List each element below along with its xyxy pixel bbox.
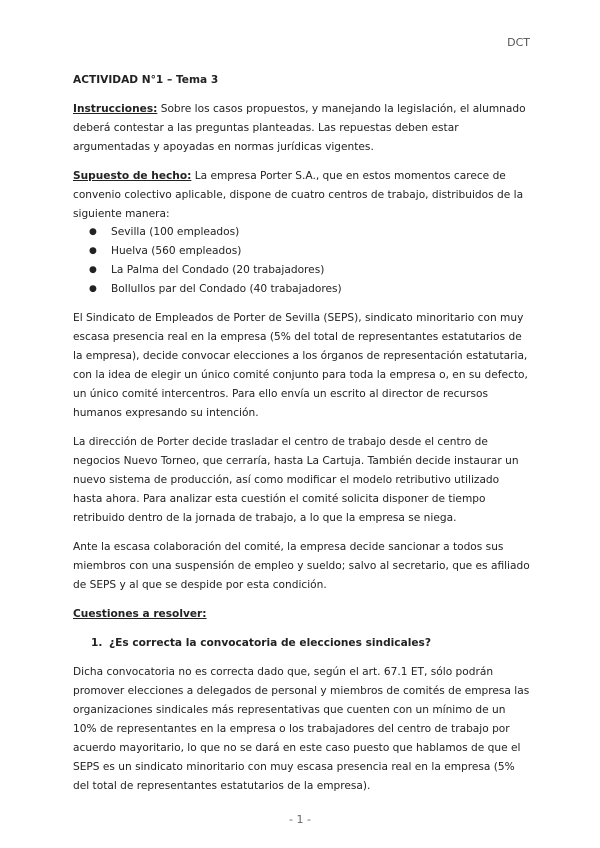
supuesto-paragraph: [73, 167, 531, 224]
supuesto-label: Supuesto de hecho:: [73, 170, 192, 182]
page-number: - 1 -: [289, 813, 311, 826]
answer-1: Dicha convocatoria no es correcta dado que, según el art. 67.1 ET, sólo podrán promover elecciones a delegados de personal y miembros de comités de empresa las organizaciones sindicales más representativas que cuenten con un mínimo de un 10% de representantes en la empresa o los trabajadores del centro de trabajo por acuerdo mayoritario, lo que no se dará en este caso puesto que hablamos de que el SEPS es un sindicato minoritario con muy escasa presencia real en la empresa (5% del total de representantes estatutarios de la empresa).: [73, 666, 530, 792]
header-initials: DCT: [507, 36, 530, 49]
list-item: ● Huelva (560 empleados): [73, 242, 531, 261]
list-item: ● Bollullos par del Condado (40 trabajadores): [73, 280, 531, 299]
centros-list: [73, 223, 531, 299]
question-text: ¿Es correcta la convocatoria de elecciones sindicales?: [109, 637, 431, 649]
instrucciones-paragraph: [73, 100, 531, 157]
paragraph-sancion: Ante la escasa colaboración del comité, la empresa decide sancionar a todos sus miembros con una suspensión de empleo y sueldo; salvo al secretario, que es afiliado de SEPS y al que se despide por esta condición.: [73, 541, 530, 591]
paragraph-seps: El Sindicato de Empleados de Porter de Sevilla (SEPS), sindicato minoritario con muy escasa presencia real en la empresa (5% del total de representantes estatutarios de la empresa), decide convocar elecciones a los órganos de representación estatutaria, con la idea de elegir un único comité conjunto para toda la empresa o, en su defecto, un único comité intercentros. Para ello envía un escrito al director de recursos humanos expresando su intención.: [73, 312, 528, 419]
page-title: ACTIVIDAD N°1 – Tema 3: [73, 74, 219, 86]
instrucciones-text: Sobre los casos propuestos, y manejando la legislación, el alumnado deberá contestar a las preguntas planteadas. Las repuestas deben estar argumentadas y apoyadas en normas jurídicas vigentes.: [73, 103, 526, 153]
supuesto-text: La empresa Porter S.A., que en estos momentos carece de convenio colectivo aplicable, dispone de cuatro centros de trabajo, distribuidos de la siguiente manera:: [73, 170, 524, 220]
list-item: ● Sevilla (100 empleados): [73, 223, 531, 242]
question-number: 1.: [91, 637, 103, 649]
document-body: [73, 71, 531, 806]
paragraph-direccion: La dirección de Porter decide trasladar el centro de trabajo desde el centro de negocios Nuevo Torneo, que cerraría, hasta La Cartuja. También decide instaurar un nuevo sistema de producción, así como modificar el modelo retributivo utilizado hasta ahora. Para analizar esta cuestión el comité solicita disponer de tiempo retribuido dentro de la jornada de trabajo, a lo que la empresa se niega.: [73, 436, 519, 524]
cuestiones-heading: Cuestiones a resolver:: [73, 608, 207, 620]
question-1: [73, 634, 531, 653]
list-item: ● La Palma del Condado (20 trabajadores): [73, 261, 531, 280]
instrucciones-label: Instrucciones:: [73, 103, 158, 115]
